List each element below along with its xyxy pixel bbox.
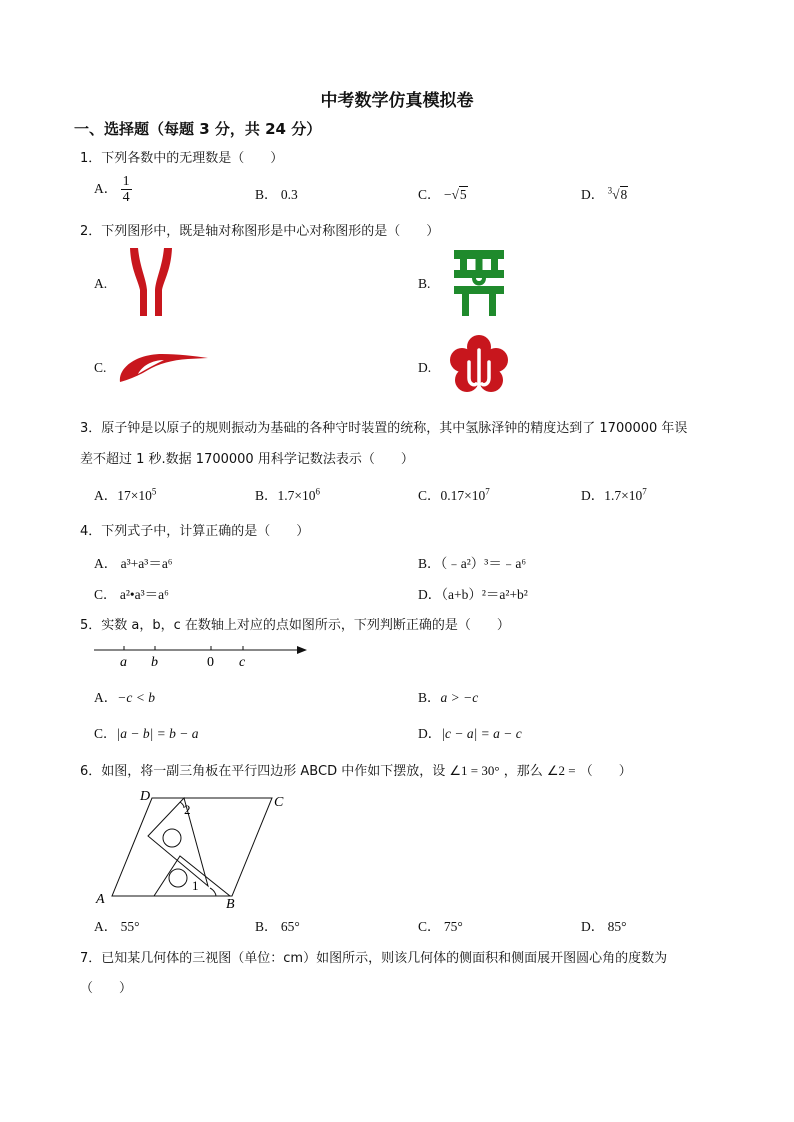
q1-option-d[interactable]: D． $^3$√8: [581, 185, 628, 202]
ruler-hole-1: [163, 829, 181, 847]
option-label: C．: [418, 488, 441, 503]
q5-option-d[interactable]: D．|c − a| = a − c: [418, 726, 522, 741]
triangle-ruler-1: [148, 798, 208, 886]
page-title: 中考数学仿真模拟卷: [320, 91, 474, 111]
q3-option-d[interactable]: D．$1.7\times 10^7$: [581, 486, 647, 503]
ruler-hole-2: [169, 869, 187, 887]
angle-1-arc: [210, 888, 216, 896]
q4-stem: 4．下列式子中，计算正确的是（ ）: [80, 524, 310, 539]
angle2-expr: ∠2 =: [546, 763, 576, 778]
option-label: A．: [94, 488, 118, 503]
green-metro-logo-icon: [452, 248, 506, 316]
red-y-logo-icon: [128, 248, 174, 316]
q3-option-a[interactable]: A．$17\times 10^5$: [94, 486, 157, 503]
q5-stem: 5．实数 a，b，c 在数轴上对应的点如图所示，下列判断正确的是（ ）: [80, 618, 510, 633]
angle1-expr: ∠1 = 30°: [449, 763, 500, 778]
q7-line2: （ ）: [80, 981, 133, 996]
q3-line1: 3．原子钟是以原子的规则振动为基础的各种守时装置的统称，其中氢脉泽钟的精度达到了 1700000 年误: [80, 421, 688, 436]
q3-option-b[interactable]: B．$1.7\times 10^6$: [255, 486, 321, 503]
q6-option-b[interactable]: B． 65°: [255, 919, 300, 934]
section-heading: 一、选择题（每题 3 分，共 24 分）: [74, 120, 322, 138]
q3-line2: 差不超过 1 秒.数据 1700000 用科学记数法表示（ ）: [80, 452, 414, 467]
q4-option-d[interactable]: D．（a+b）²＝a²+b²: [418, 587, 528, 602]
q1-option-b[interactable]: [255, 183, 298, 203]
option-label: A．: [94, 690, 118, 705]
option-label: D．: [581, 488, 605, 503]
q4-option-b[interactable]: B．（﹣a²）³＝﹣a⁶: [418, 556, 527, 571]
q1-option-a[interactable]: [94, 174, 132, 206]
q2-option-d-label[interactable]: D.: [418, 360, 432, 375]
number-line-figure: [94, 640, 314, 670]
q4-option-a[interactable]: A． a³+a³＝a⁶: [94, 556, 173, 571]
q6-option-d[interactable]: D． 85°: [581, 919, 627, 934]
option-label: B．: [418, 690, 441, 705]
fraction: $\frac{1}{4}$: [122, 174, 130, 206]
q1-stem: 1．下列各数中的无理数是（ ）: [80, 151, 284, 166]
q2-option-c-label[interactable]: C.: [94, 360, 107, 375]
axis-label-0: 0: [207, 655, 214, 670]
q6-option-a[interactable]: A． 55°: [94, 919, 140, 934]
q5-option-c[interactable]: C．|a − b| = b − a: [94, 726, 199, 741]
q6-stem: 6．如图，将一副三角板在平行四边形 ABCD 中作如下摆放，设 ∠1 = 30° ，那么 ∠2 = （ ）: [80, 763, 632, 779]
vertex-label-d: D: [140, 789, 151, 804]
q7-line1: 7．已知某几何体的三视图（单位：cm）如图所示，则该几何体的侧面积和侧面展开图圆心角的度数为: [80, 951, 668, 966]
axis-label-a: a: [120, 655, 127, 670]
angle-label-1: 1: [192, 878, 199, 893]
option-label: C．: [418, 187, 441, 202]
option-label: C．: [94, 726, 117, 741]
axis-label-b: b: [151, 655, 158, 670]
q2-option-a-label[interactable]: A.: [94, 276, 108, 291]
q4-option-c[interactable]: C． a²•a³＝a⁶: [94, 587, 169, 602]
option-label: B．: [255, 187, 278, 202]
q2-stem: 2．下列图形中，既是轴对称图形是中心对称图形的是（ ）: [80, 224, 440, 239]
red-swoosh-logo-icon: [118, 346, 210, 386]
vertex-label-c: C: [274, 795, 284, 810]
repeating-decimal: 0.3: [280, 187, 298, 202]
axis-label-c: c: [239, 655, 246, 670]
q5-option-b[interactable]: B．a > −c: [418, 690, 479, 705]
q3-option-c[interactable]: C．$0.17\times 10^7$: [418, 486, 490, 503]
angle-label-2: 2: [184, 802, 191, 817]
red-plum-blossom-logo-icon: [450, 334, 508, 396]
option-label: B．: [255, 488, 278, 503]
q5-option-a[interactable]: A．−c < b: [94, 690, 155, 705]
q6-option-c[interactable]: C． 75°: [418, 919, 463, 934]
option-label: A．: [94, 180, 118, 196]
q1-option-c[interactable]: C． −√5: [418, 187, 467, 202]
vertex-label-a: A: [96, 892, 105, 907]
parallelogram-figure: [92, 786, 292, 912]
vertex-label-b: B: [226, 897, 235, 912]
q2-option-b-label[interactable]: B.: [418, 276, 431, 291]
option-label: D．: [581, 187, 605, 202]
option-label: D．: [418, 726, 442, 741]
